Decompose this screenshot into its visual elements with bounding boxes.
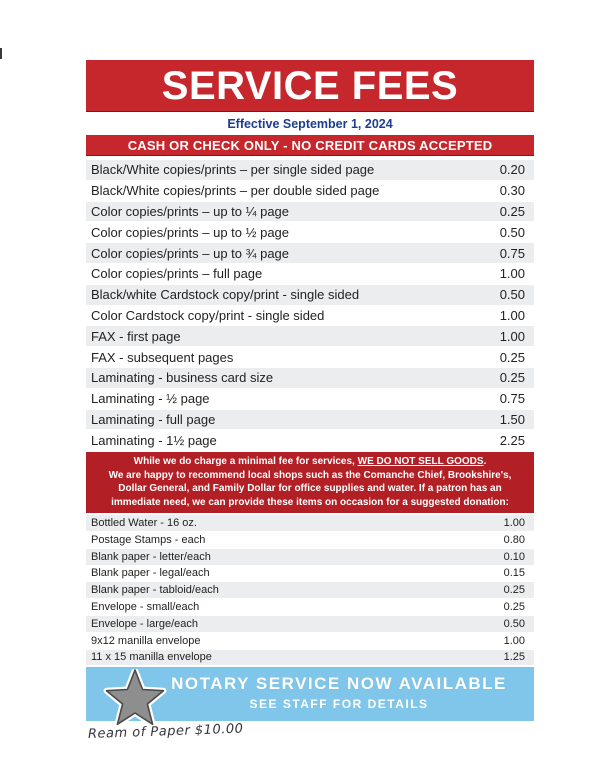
fee-item-price: 0.20 xyxy=(499,162,525,178)
fee-row xyxy=(86,549,534,566)
effective-date: Effective September 1, 2024 xyxy=(227,117,393,131)
fee-item-label: Laminating - business card size xyxy=(91,370,274,386)
fee-item-label: Color Cardstock copy/print - single sided xyxy=(91,307,325,323)
fee-item-price: 0.10 xyxy=(503,550,525,563)
fee-item-label: Black/white Cardstock copy/print - single sided xyxy=(91,287,360,303)
fee-row xyxy=(86,160,534,181)
fee-row xyxy=(86,616,534,633)
star-icon xyxy=(102,669,170,731)
fee-item-label: Color copies/prints – full page xyxy=(91,266,263,282)
fee-item-price: 0.30 xyxy=(499,183,525,199)
fee-row xyxy=(86,430,534,451)
fee-row xyxy=(86,633,534,650)
fee-item-label: 11 x 15 manilla envelope xyxy=(91,651,212,664)
fee-item-price: 0.75 xyxy=(499,391,525,407)
goods-notice xyxy=(86,452,534,513)
notary-banner xyxy=(86,667,534,721)
notice-line-3: Dollar General, and Family Dollar for office supplies and water. If a patron has an xyxy=(118,483,502,495)
fee-item-price: 0.25 xyxy=(503,584,525,597)
fee-item-label: Color copies/prints – up to ¼ page xyxy=(91,203,290,219)
fee-item-label: 9x12 manilla envelope xyxy=(91,634,201,647)
fee-item-label: FAX - first page xyxy=(91,328,181,344)
fee-item-label: Black/White copies/prints – per single sided page xyxy=(91,162,375,178)
fee-item-label: Envelope - large/each xyxy=(91,617,199,630)
fee-item-label: Black/White copies/prints – per double sided page xyxy=(91,183,380,199)
fee-row xyxy=(86,285,534,306)
scan-artifact xyxy=(0,48,2,59)
fee-row xyxy=(86,566,534,583)
fee-row xyxy=(86,515,534,532)
fee-item-label: Laminating - ½ page xyxy=(91,391,210,407)
service-fees-table xyxy=(86,160,534,451)
notice-line-1-period: . xyxy=(483,456,487,468)
fee-row xyxy=(86,243,534,264)
fee-row xyxy=(86,599,534,616)
fee-row xyxy=(86,410,534,431)
fee-item-price: 0.25 xyxy=(499,349,525,365)
fee-item-label: Color copies/prints – up to ½ page xyxy=(91,224,290,240)
fee-item-price: 0.50 xyxy=(499,287,525,303)
fee-item-price: 1.00 xyxy=(499,266,525,282)
fee-item-label: Envelope - small/each xyxy=(91,601,200,614)
fee-row xyxy=(86,532,534,549)
handwritten-note: Ream of Paper $10.00 xyxy=(87,721,244,743)
fee-item-label: Laminating - 1½ page xyxy=(91,432,217,448)
fee-item-label: FAX - subsequent pages xyxy=(91,349,234,365)
fee-item-price: 1.25 xyxy=(503,651,525,664)
fee-item-price: 2.25 xyxy=(499,432,525,448)
fee-row xyxy=(86,582,534,599)
fee-item-price: 0.25 xyxy=(503,601,525,614)
fee-item-price: 1.00 xyxy=(499,328,525,344)
fee-row xyxy=(86,389,534,410)
fee-item-price: 1.00 xyxy=(499,307,525,323)
fee-item-price: 0.15 xyxy=(503,567,525,580)
notary-title: NOTARY SERVICE NOW AVAILABLE xyxy=(171,674,507,694)
donation-items-table xyxy=(86,515,534,666)
fee-item-price: 0.25 xyxy=(499,370,525,386)
fee-item-label: Blank paper - tabloid/each xyxy=(91,584,219,597)
fee-item-price: 1.00 xyxy=(503,517,525,530)
fee-row xyxy=(86,368,534,389)
fee-row xyxy=(86,264,534,285)
fee-item-price: 0.50 xyxy=(499,224,525,240)
fee-item-price: 0.25 xyxy=(499,203,525,219)
notice-line-2: We are happy to recommend local shops such as the Comanche Chief, Brookshire's, xyxy=(108,469,512,481)
notary-subtitle: SEE STAFF FOR DETAILS xyxy=(249,697,429,712)
fee-item-label: Postage Stamps - each xyxy=(91,533,206,546)
fee-item-price: 0.80 xyxy=(503,533,525,546)
fee-item-price: 1.50 xyxy=(499,411,525,427)
fee-item-label: Blank paper - letter/each xyxy=(91,550,211,563)
flyer-content xyxy=(86,60,534,742)
fee-row xyxy=(86,222,534,243)
fee-item-label: Color copies/prints – up to ¾ page xyxy=(91,245,290,261)
fee-item-label: Blank paper - legal/each xyxy=(91,567,210,580)
fee-item-price: 1.00 xyxy=(503,634,525,647)
fee-item-price: 0.50 xyxy=(503,617,525,630)
notice-line-4: immediate need, we can provide these items on occasion for a suggested donation: xyxy=(111,496,509,508)
fee-item-price: 0.75 xyxy=(499,245,525,261)
payment-policy-banner: CASH OR CHECK ONLY - NO CREDIT CARDS ACCEPTED xyxy=(86,135,534,156)
fee-row xyxy=(86,202,534,223)
fee-item-label: Bottled Water - 16 oz. xyxy=(91,517,197,530)
notice-line-1 xyxy=(94,455,526,469)
notice-underlined-text: WE DO NOT SELL GOODS xyxy=(357,456,484,468)
fee-row xyxy=(86,650,534,667)
fee-item-label: Laminating - full page xyxy=(91,411,216,427)
fee-row xyxy=(86,347,534,368)
page-title: SERVICE FEES xyxy=(161,63,459,108)
notice-line-1-text: While we do charge a minimal fee for services, xyxy=(133,456,358,468)
fee-row xyxy=(86,306,534,327)
fee-row xyxy=(86,326,534,347)
fee-row xyxy=(86,181,534,202)
title-banner xyxy=(86,60,534,112)
